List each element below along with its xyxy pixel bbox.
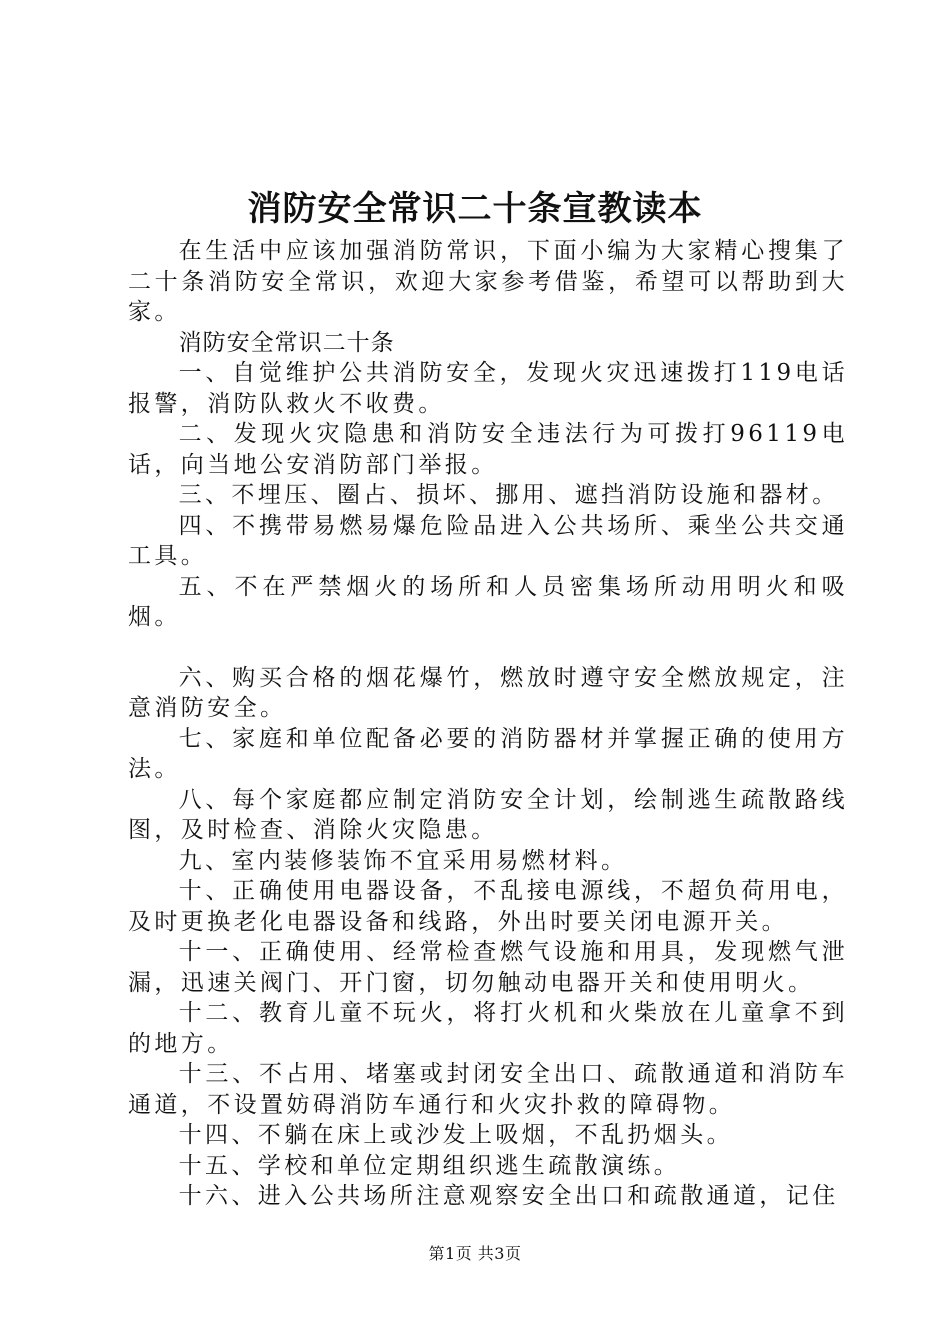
document-body [128,236,848,1212]
list-item: 一、自觉维护公共消防安全，发现火灾迅速拨打119电话报警，消防队救火不收费。 [128,360,848,417]
list-item: 三、不埋压、圈占、损坏、挪用、遮挡消防设施和器材。 [178,482,839,508]
list-item: 十二、教育儿童不玩火，将打火机和火柴放在儿童拿不到的地方。 [128,1000,848,1057]
list-item: 十三、不占用、堵塞或封闭安全出口、疏散通道和消防车通道，不设置妨碍消防车通行和火灾扑救的障碍物。 [128,1061,848,1118]
list-item: 五、不在严禁烟火的场所和人员密集场所动用明火和吸烟。 [128,573,848,630]
list-item: 十四、不躺在床上或沙发上吸烟，不乱扔烟头。 [178,1122,733,1148]
list-item: 八、每个家庭都应制定消防安全计划，绘制逃生疏散路线图，及时检查、消除火灾隐患。 [128,786,848,843]
list-item: 十一、正确使用、经常检查燃气设施和用具，发现燃气泄漏，迅速关阀门、开门窗，切勿触动电器开关和使用明火。 [128,939,848,996]
page-footer: 第1页 共3页 [428,1244,522,1263]
list-item: 二、发现火灾隐患和消防安全违法行为可拨打96119电话，向当地公安消防部门举报。 [128,421,848,478]
list-item: 十五、学校和单位定期组织逃生疏散演练。 [178,1152,681,1179]
intro-paragraph: 在生活中应该加强消防常识，下面小编为大家精心搜集了二十条消防安全常识，欢迎大家参考借鉴，希望可以帮助到大家。 [128,238,848,325]
list-item: 七、家庭和单位配备必要的消防器材并掌握正确的使用方法。 [128,725,848,782]
document-title: 消防安全常识二十条宣教读本 [247,189,703,229]
list-item: 四、不携带易燃易爆危险品进入公共场所、乘坐公共交通工具。 [128,512,848,569]
list-item: 六、购买合格的烟花爆竹，燃放时遵守安全燃放规定，注意消防安全。 [128,664,848,721]
section-heading: 消防安全常识二十条 [178,329,395,356]
list-item: 十、正确使用电器设备，不乱接电源线，不超负荷用电，及时更换老化电器设备和线路，外出时要关闭电源开关。 [128,878,848,935]
list-item: 九、室内装修装饰不宜采用易燃材料。 [178,847,628,874]
list-item: 十六、进入公共场所注意观察安全出口和疏散通道，记住 [178,1183,839,1209]
